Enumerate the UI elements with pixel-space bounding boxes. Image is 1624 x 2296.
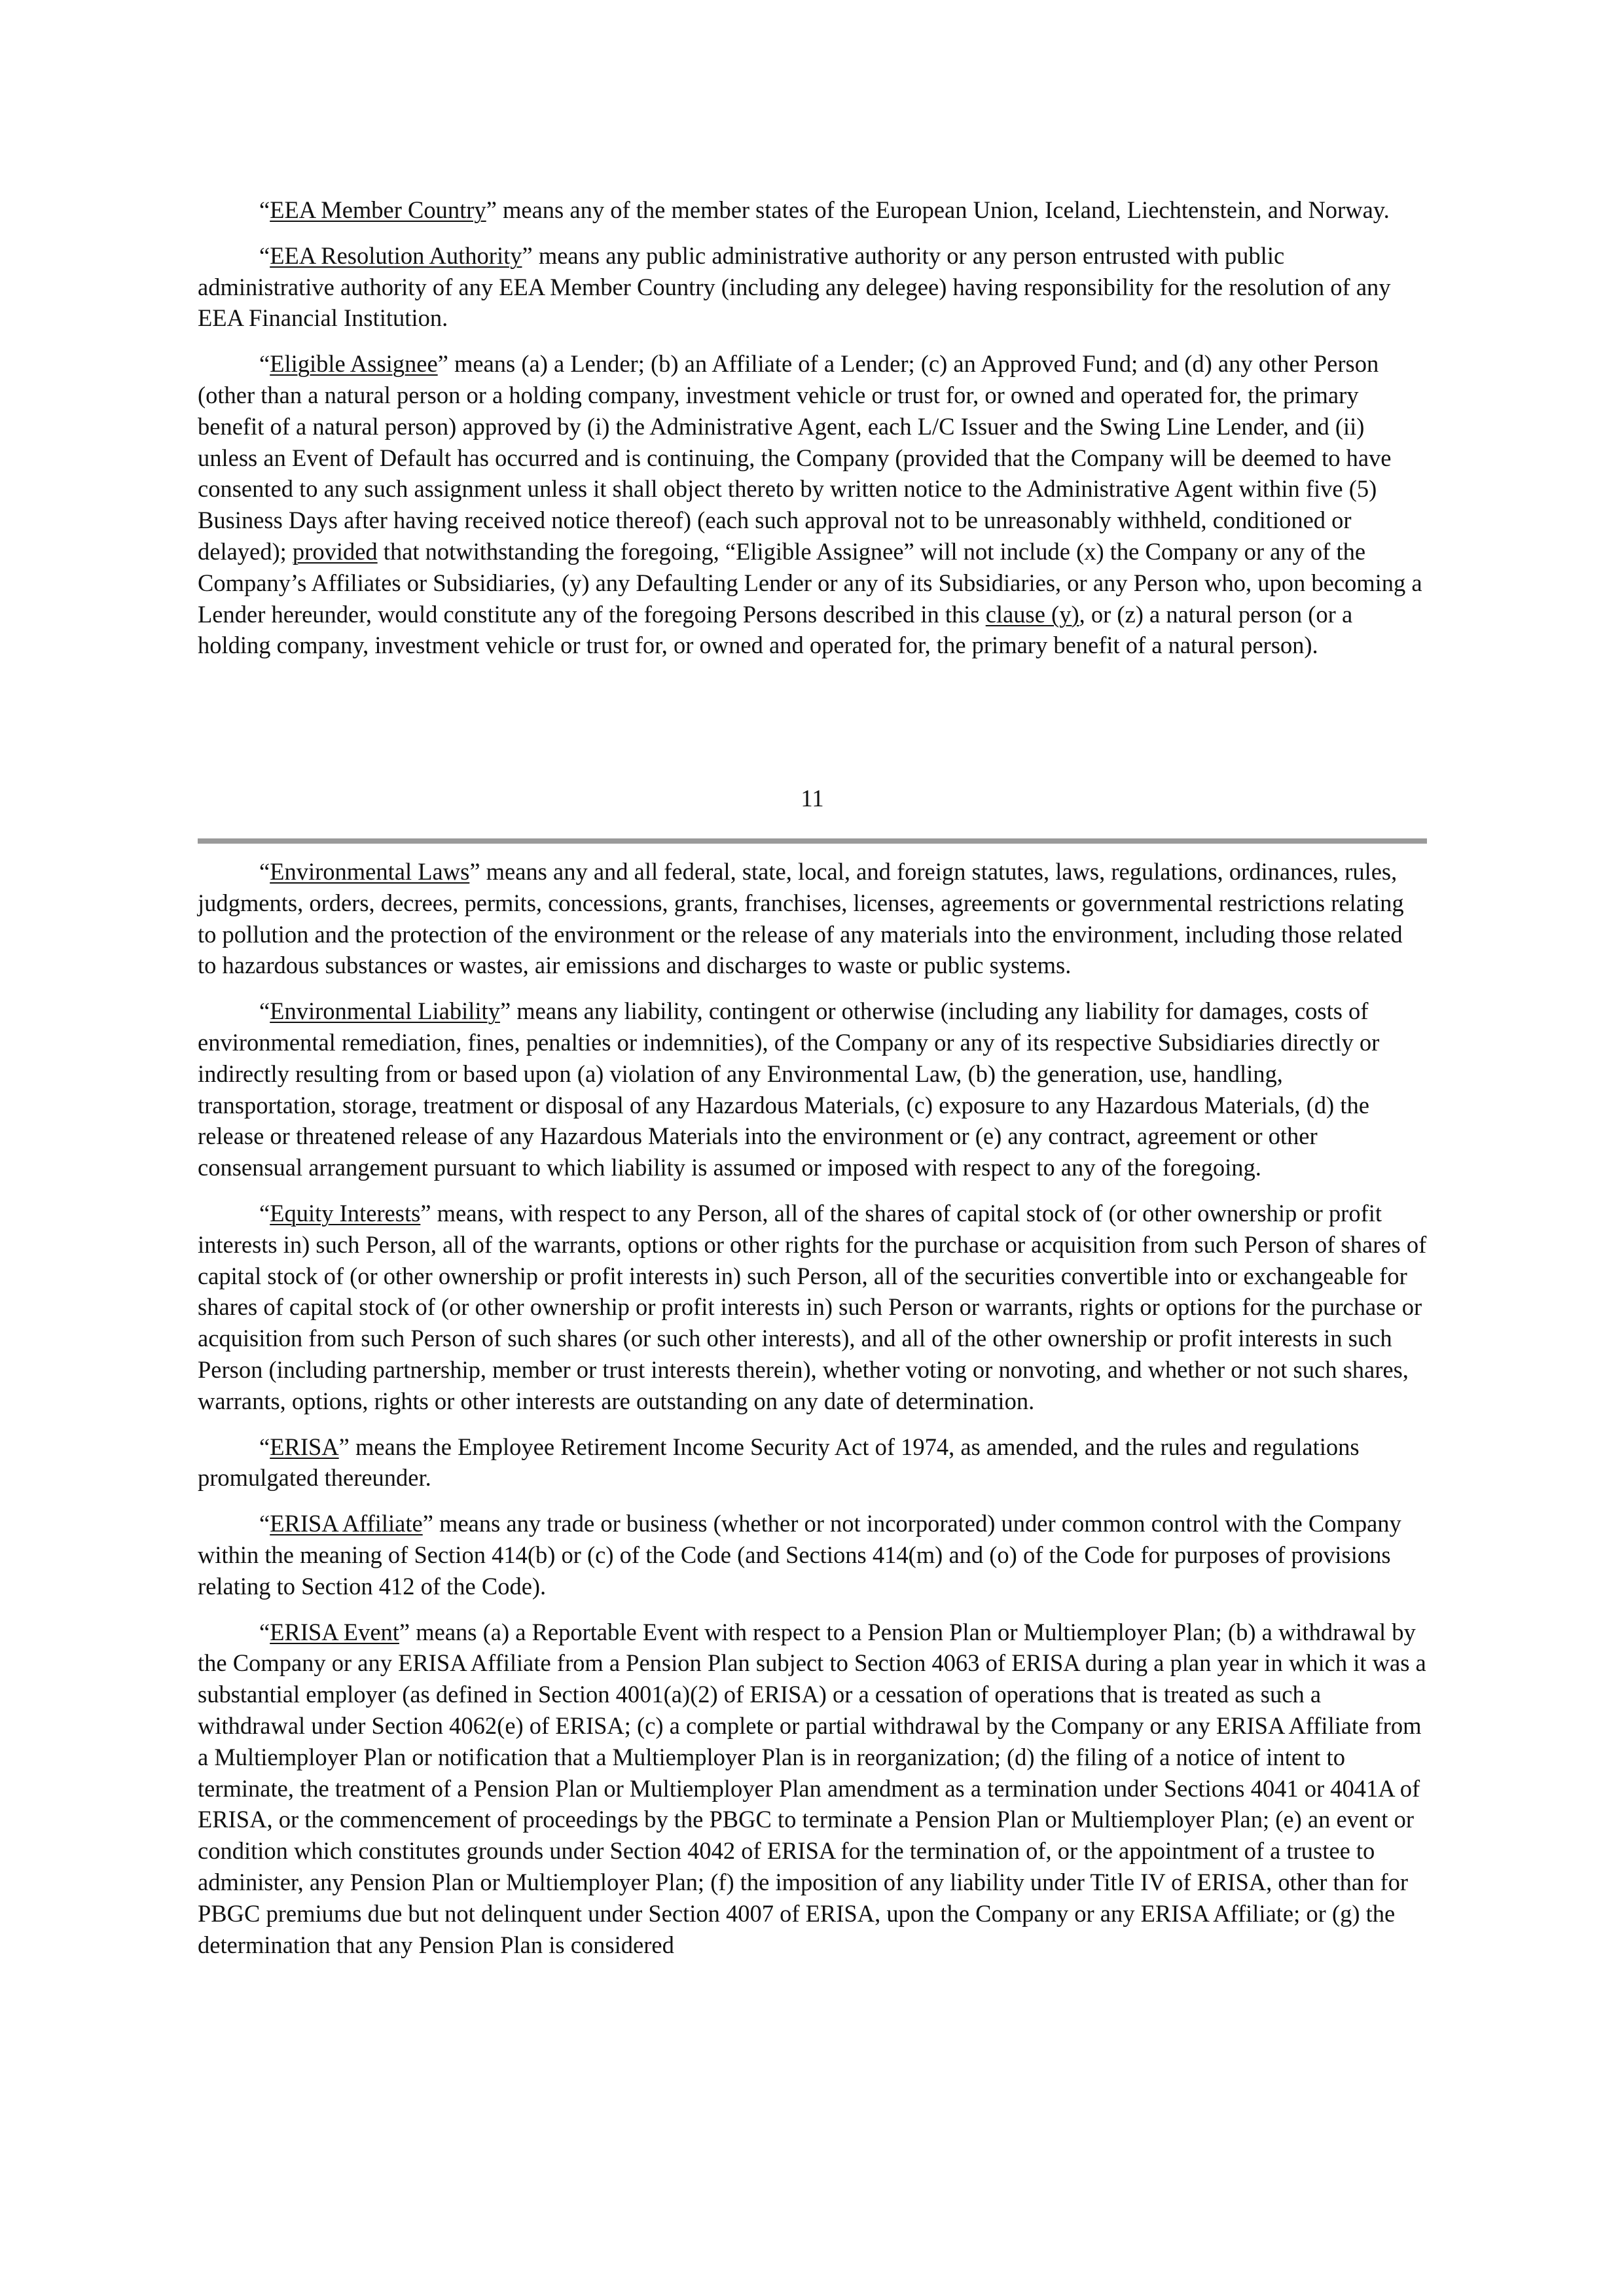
definition-eea-member-country [198, 194, 1427, 226]
defined-term: Environmental Laws [270, 858, 470, 885]
text-run: ” means any of the member states of the European Union, Iceland, Liechtenstein, and Norway. [486, 196, 1390, 223]
definitions-section-page-11 [198, 194, 1427, 675]
text-run: ” means any and all federal, state, local, and foreign statutes, laws, regulations, ordinances, rules, judgments, orders, decrees, permits, concessions, grants, franchises, licenses, agreements or governmental restrictions relating to pollution and the protection of the environment or the release of any materials into the environment, including those related to hazardous substances or wastes, air emissions and discharges to waste or public systems. [198, 858, 1404, 979]
text-run: ” means (a) a Reportable Event with respect to a Pension Plan or Multiemployer Plan; (b) a withdrawal by the Company or any ERISA Affiliate from a Pension Plan subject to Section 4063 of ERISA during a plan year in which it was a substantial employer (as defined in Section 4001(a)(2) of ERISA) or a cessation of operations that is treated as such a withdrawal under Section 4062(e) of ERISA; (c) a complete or partial withdrawal by the Company or any ERISA Affiliate from a Multiemployer Plan or notification that a Multiemployer Plan is in reorganization; (d) the filing of a notice of intent to terminate, the treatment of a Pension Plan or Multiemployer Plan amendment as a termination under Sections 4041 or 4041A of ERISA, or the commencement of proceedings by the PBGC to terminate a Pension Plan or Multiemployer Plan; (e) an event or condition which constitutes grounds under Section 4042 of ERISA for the termination of, or the appointment of a trustee to administer, any Pension Plan or Multiemployer Plan; (f) the imposition of any liability under Title IV of ERISA, other than for PBGC premiums due but not delinquent under Section 4007 of ERISA, upon the Company or any ERISA Affiliate; or (g) the determination that any Pension Plan is considered [198, 1618, 1426, 1958]
text-run: ” means (a) a Lender; (b) an Affiliate of a Lender; (c) an Approved Fund; and (d) any other Person (other than a natural person or a holding company, investment vehicle or trust for, or owned and operated for, the primary benefit of a natural person) approved by (i) the Administrative Agent, each L/C Issuer and the Swing Line Lender, and (ii) unless an Event of Default has occurred and is continuing, the Company (provided that the Company will be deemed to have consented to any such assignment unless it shall object thereto by written notice to the Administrative Agent within five (5) Business Days after having received notice thereof) (each such approval not to be unreasonably withheld, conditioned or delayed); [198, 350, 1392, 565]
text-run: “ [259, 196, 270, 223]
definition-erisa-event [198, 1617, 1427, 1961]
text-run: ” means any public administrative authority or any person entrusted with public administrative authority of any EEA Member Country (including any delegee) having responsibility for the resolution of any EEA Financial Institution. [198, 242, 1391, 332]
defined-term: Equity Interests [270, 1199, 421, 1227]
definitions-section-page-12 [198, 856, 1427, 1975]
definition-equity-interests [198, 1198, 1427, 1417]
defined-term: EEA Resolution Authority [270, 242, 522, 269]
text-run: ” means any trade or business (whether or not incorporated) under common control with the Company within the meaning of Section 414(b) or (c) of the Code (and Sections 414(m) and (o) of the Code for purposes of provisions relating to Section 412 of the Code). [198, 1510, 1401, 1600]
defined-term: Environmental Liability [270, 997, 500, 1025]
definition-environmental-laws [198, 856, 1427, 981]
text-run: “ [259, 1510, 270, 1537]
underlined-word-provided: provided [292, 537, 378, 565]
defined-term: ERISA [270, 1433, 339, 1460]
definition-erisa-affiliate [198, 1508, 1427, 1602]
text-run: , or (z) a natural person (or a holding company, investment vehicle or trust for, or owned and operated for, the primary benefit of a natural person). [198, 600, 1353, 659]
text-run: “ [259, 1618, 270, 1645]
defined-term: EEA Member Country [270, 196, 486, 223]
text-run: “ [259, 350, 270, 378]
text-run: ” means any liability, contingent or otherwise (including any liability for damages, costs of environmental remediation, fines, penalties or indemnities), of the Company or any of its respective Subsidiaries directly or indirectly resulting from or based upon (a) violation of any Environmental Law, (b) the generation, use, handling, transportation, storage, treatment or disposal of any Hazardous Materials, (c) exposure to any Hazardous Materials, (d) the release or threatened release of any Hazardous Materials into the environment or (e) any contract, agreement or other consensual arrangement pursuant to which liability is assumed or imposed with respect to any of the foregoing. [198, 997, 1380, 1181]
defined-term: ERISA Event [270, 1618, 399, 1645]
definition-environmental-liability [198, 996, 1427, 1183]
text-run: that notwithstanding the foregoing, “Eligible Assignee” will not include (x) the Company or any of the Company’s Affiliates or Subsidiaries, (y) any Defaulting Lender or any of its Subsidiaries, or any Person who, upon becoming a Lender hereunder, would constitute any of the foregoing Persons described in this [198, 537, 1422, 628]
defined-term: ERISA Affiliate [270, 1510, 423, 1537]
text-run: “ [259, 1433, 270, 1460]
underlined-clause-reference: clause (y) [985, 600, 1079, 628]
page-number: 11 [801, 785, 824, 812]
definition-eligible-assignee [198, 348, 1427, 661]
text-run: “ [259, 997, 270, 1025]
text-run: “ [259, 242, 270, 269]
page-break-divider [198, 838, 1427, 844]
definition-erisa [198, 1431, 1427, 1494]
text-run: ” means the Employee Retirement Income Security Act of 1974, as amended, and the rules and regulations promulgated thereunder. [198, 1433, 1360, 1492]
definition-eea-resolution-authority [198, 240, 1427, 334]
text-run: ” means, with respect to any Person, all of the shares of capital stock of (or other ownership or profit interests in) such Person, all of the warrants, options or other rights for the purchase or acquisition from such Person of shares of capital stock of (or other ownership or profit interests in) such Person, all of the securities convertible into or exchangeable for shares of capital stock of (or other ownership or profit interests in) such Person or warrants, rights or options for the purchase or acquisition from such Person of such shares (or such other interests), and all of the other ownership or profit interests in such Person (including partnership, member or trust interests therein), whether voting or nonvoting, and whether or not such shares, warrants, options, rights or other interests are outstanding on any date of determination. [198, 1199, 1427, 1414]
text-run: “ [259, 858, 270, 885]
text-run: “ [259, 1199, 270, 1227]
defined-term: Eligible Assignee [270, 350, 438, 378]
